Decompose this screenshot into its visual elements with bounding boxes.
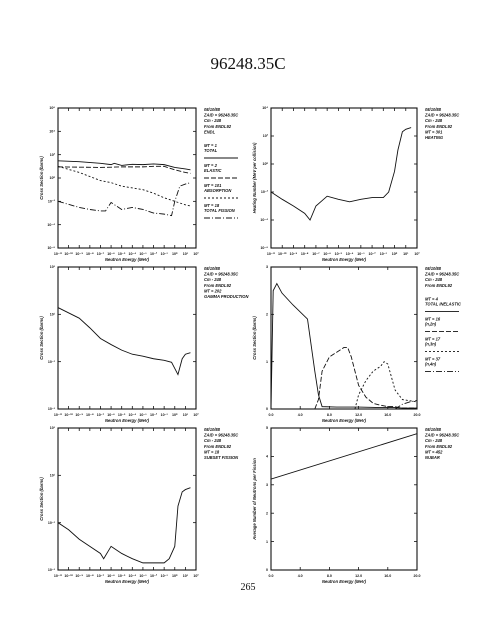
chart-p6 [252, 426, 459, 584]
x-tick-label: 10⁻³ [139, 574, 147, 578]
series-line [58, 183, 190, 216]
x-tick-label: 12.0 [355, 413, 363, 417]
y-tick-label: 10⁻¹ [47, 359, 55, 364]
y-tick-label: 3 [266, 483, 268, 487]
page-number: 265 [240, 582, 256, 593]
series-line [58, 166, 190, 206]
x-tick-label: 10⁻⁹ [289, 252, 298, 256]
info-line: From ENDL92 [204, 282, 232, 288]
x-axis-label: Neutron Energy (MeV) [322, 257, 366, 262]
x-tick-label: 10⁻⁴ [128, 252, 137, 256]
x-tick-label: 10⁻³ [139, 413, 147, 417]
info-line: 08/10/88 [204, 107, 220, 112]
y-axis-label: Average Number of Neutrons per Fission [252, 458, 257, 540]
y-tick-label: 10² [262, 134, 268, 139]
legend-label: MT = 2 [204, 163, 217, 168]
info-line: MT = 18 [204, 449, 220, 455]
x-tick-label: 20.0 [413, 413, 421, 417]
info-line: 08/10/88 [425, 427, 441, 432]
x-tick-label: 10⁻¹ [160, 574, 168, 578]
info-line: Cm - 248 [425, 118, 443, 124]
x-tick-label: 10² [414, 252, 420, 256]
x-tick-label: 10² [193, 574, 199, 578]
x-tick-label: 10⁻⁸ [86, 574, 94, 578]
y-tick-label: 10⁻⁶ [260, 246, 268, 251]
legend-label: TOTAL [204, 148, 218, 153]
x-tick-label: 10⁻² [149, 252, 158, 256]
x-tick-label: 0.0 [268, 413, 274, 417]
legend-label: ABSORPTION [204, 188, 232, 193]
x-tick-label: 0.0 [268, 574, 274, 578]
plot-frame [58, 428, 196, 570]
x-tick-label: 10⁻⁶ [107, 574, 115, 578]
info-line: Cm - 248 [425, 438, 443, 444]
y-tick-label: 0 [266, 407, 268, 412]
x-tick-label: 10⁻⁶ [107, 413, 115, 417]
y-tick-label: 2 [266, 511, 268, 516]
y-tick-label: 10⁰ [262, 162, 268, 167]
x-tick-label: 10⁻⁸ [300, 252, 309, 256]
y-tick-label: 3 [266, 265, 268, 270]
x-tick-label: 10⁻¹¹ [266, 252, 276, 256]
info-line: NUBAR [425, 455, 440, 460]
info-line: From ENDL92 [204, 443, 232, 449]
x-tick-label: 10⁻¹ [379, 252, 387, 256]
x-tick-label: 10¹ [182, 252, 188, 256]
x-tick-label: 20.0 [413, 574, 421, 578]
x-tick-label: 10⁻¹¹ [53, 574, 63, 578]
series-line [271, 128, 411, 220]
legend-label: MT = 4 [425, 296, 438, 302]
plot-frame [271, 428, 417, 570]
x-tick-label: 10⁻² [149, 574, 158, 578]
x-tick-label: 10⁻¹⁰ [64, 413, 73, 417]
y-axis-label: Cross Section (barns) [252, 316, 257, 360]
info-line: ZAID = 96248.35C [425, 432, 460, 438]
x-axis-label: Neutron Energy (MeV) [105, 418, 149, 423]
x-tick-label: 10⁰ [172, 413, 178, 417]
info-line: Cm - 248 [425, 277, 443, 283]
info-line: From ENDL92 [425, 282, 453, 288]
x-tick-label: 10¹ [182, 413, 188, 417]
x-tick-label: 4.0 [297, 574, 303, 578]
x-tick-label: 10² [193, 413, 199, 417]
x-tick-label: 10⁻⁶ [323, 252, 331, 256]
y-tick-label: 10⁴ [49, 129, 55, 134]
chart-p4 [252, 265, 461, 423]
y-tick-label: 10⁰ [49, 176, 55, 181]
info-line: ZAID = 96248.35C [204, 271, 239, 277]
y-tick-label: 10⁻² [260, 190, 268, 195]
x-axis-label: Neutron Energy (MeV) [105, 579, 149, 584]
x-tick-label: 4.0 [297, 413, 303, 417]
x-tick-label: 10⁻⁹ [75, 252, 84, 256]
info-line: ZAID = 96248.35C [425, 271, 460, 277]
info-line: HEATING [425, 135, 444, 140]
y-tick-label: 10⁻¹ [47, 520, 55, 525]
chart-p3 [39, 265, 249, 423]
x-tick-label: 10⁻¹⁰ [64, 574, 73, 578]
y-tick-label: 10⁻² [47, 199, 55, 204]
x-tick-label: 10⁻⁴ [345, 252, 354, 256]
series-line [58, 308, 190, 375]
x-axis-label: Neutron Energy (MeV) [105, 257, 149, 262]
y-axis-label: Cross Section (barns) [39, 156, 44, 200]
plot-frame [58, 267, 196, 409]
y-tick-label: 1 [266, 539, 268, 544]
y-tick-label: 10² [49, 152, 55, 157]
x-tick-label: 10⁰ [172, 252, 178, 256]
legend-label: ELASTIC [204, 168, 222, 173]
y-tick-label: 10⁻³ [47, 407, 55, 412]
x-tick-label: 8.0 [326, 574, 332, 578]
y-axis-label: Heating Number (MeV per collision) [252, 142, 257, 214]
info-line: From ENDL92 [204, 123, 232, 129]
y-tick-label: 10³ [49, 426, 55, 431]
info-line: GAMMA PRODUCTION [204, 294, 249, 299]
x-tick-label: 10⁻⁴ [128, 574, 137, 578]
x-tick-label: 10⁻⁶ [107, 252, 115, 256]
y-tick-label: 0 [266, 568, 268, 573]
x-tick-label: 10⁻¹⁰ [64, 252, 73, 256]
x-tick-label: 8.0 [326, 413, 332, 417]
x-tick-label: 10⁻¹ [160, 413, 168, 417]
y-tick-label: 10¹ [49, 473, 55, 478]
x-tick-label: 10⁻⁷ [96, 574, 105, 578]
info-line: 08/10/88 [425, 266, 441, 271]
y-tick-label: 10¹ [49, 312, 55, 317]
x-tick-label: 10⁰ [172, 574, 178, 578]
x-axis-label: Neutron Energy (MeV) [322, 418, 366, 423]
x-tick-label: 10⁻⁹ [75, 413, 84, 417]
info-line: ZAID = 96248.35C [425, 112, 460, 118]
info-line: Cm - 248 [204, 118, 222, 124]
legend-label: MT = 17 [425, 336, 441, 342]
legend-label: (n,2n) [425, 321, 437, 327]
y-tick-label: 5 [266, 426, 268, 431]
y-tick-label: 4 [266, 454, 268, 459]
x-tick-label: 10⁻⁸ [86, 413, 94, 417]
y-tick-label: 10⁴ [262, 106, 268, 111]
y-tick-label: 10⁶ [49, 106, 55, 111]
series-line [271, 434, 417, 479]
series-line [58, 488, 190, 563]
chart-p1 [39, 106, 238, 262]
chart-p5 [39, 426, 239, 584]
x-tick-label: 10⁻⁵ [117, 413, 126, 417]
plot-frame [271, 267, 417, 409]
info-line: ZAID = 96248.35C [204, 432, 239, 438]
info-line: MT = 202 [204, 288, 222, 294]
x-tick-label: 10⁻⁷ [312, 252, 320, 256]
x-tick-label: 10⁻² [149, 413, 158, 417]
x-tick-label: 10⁻² [368, 252, 376, 256]
y-tick-label: 2 [266, 312, 268, 317]
x-tick-label: 10⁻¹⁰ [277, 252, 287, 256]
x-tick-label: 10⁻⁷ [96, 413, 105, 417]
info-line: ENDL [204, 129, 216, 135]
series-line [355, 362, 417, 409]
info-line: MT = 301 [425, 129, 443, 135]
legend-label: MT = 37 [425, 356, 441, 362]
x-tick-label: 10⁰ [391, 252, 398, 256]
info-line: MT = 452 [425, 449, 443, 455]
y-tick-label: 1 [266, 359, 268, 364]
x-tick-label: 12.0 [355, 574, 363, 578]
x-tick-label: 16.0 [384, 574, 392, 578]
info-line: ZAID = 96248.35C [204, 112, 239, 118]
plot-frame [58, 108, 196, 248]
x-tick-label: 10⁻⁹ [75, 574, 84, 578]
page-title: 96248.35C [210, 54, 286, 73]
legend-label: MT = 1 [204, 143, 217, 148]
info-line: From ENDL92 [425, 443, 453, 449]
x-tick-label: 10¹ [182, 574, 188, 578]
legend-label: MT = 16 [425, 316, 441, 322]
x-tick-label: 10⁻⁵ [334, 252, 343, 256]
x-tick-label: 10⁻⁷ [96, 252, 105, 256]
y-tick-label: 10⁻⁴ [47, 222, 55, 227]
info-line: Cm - 248 [204, 277, 222, 283]
y-axis-label: Cross Section (barns) [39, 477, 44, 521]
y-tick-label: 10⁻⁴ [260, 218, 268, 223]
legend-label: (n,4n) [425, 361, 437, 367]
plot-frame [271, 108, 417, 248]
x-tick-label: 10⁻¹ [160, 252, 168, 256]
x-tick-label: 16.0 [384, 413, 392, 417]
x-tick-label: 10⁻⁵ [117, 252, 126, 256]
info-line: 08/10/88 [204, 266, 220, 271]
x-tick-label: 10⁻¹¹ [53, 252, 63, 256]
chart-p2 [252, 106, 459, 262]
series-line [315, 347, 417, 409]
x-tick-label: 10⁻⁴ [128, 413, 137, 417]
y-axis-label: Cross Section (barns) [39, 316, 44, 360]
x-tick-label: 10⁻³ [139, 252, 147, 256]
info-line: Cm - 248 [204, 438, 222, 444]
x-tick-label: 10⁻¹¹ [53, 413, 63, 417]
x-tick-label: 10⁻⁵ [117, 574, 126, 578]
legend-label: (n,3n) [425, 341, 437, 347]
info-line: SUBSET FISSION [204, 455, 239, 460]
x-axis-label: Neutron Energy (MeV) [322, 579, 366, 584]
info-line: 08/10/88 [204, 427, 220, 432]
x-tick-label: 10⁻⁸ [86, 252, 94, 256]
x-tick-label: 10² [193, 252, 199, 256]
info-line: From ENDL92 [425, 123, 453, 129]
x-tick-label: 10⁻³ [357, 252, 365, 256]
y-tick-label: 10³ [49, 265, 55, 270]
y-tick-label: 10⁻³ [47, 568, 55, 573]
legend-label: MT = 18 [204, 203, 220, 208]
legend-label: TOTAL FISSION [204, 208, 235, 213]
legend-label: TOTAL INELASTIC [425, 301, 461, 307]
x-tick-label: 10¹ [403, 252, 409, 256]
info-line: 08/10/88 [425, 107, 441, 112]
legend-label: MT = 101 [204, 183, 222, 188]
y-tick-label: 10⁻⁶ [47, 246, 55, 251]
